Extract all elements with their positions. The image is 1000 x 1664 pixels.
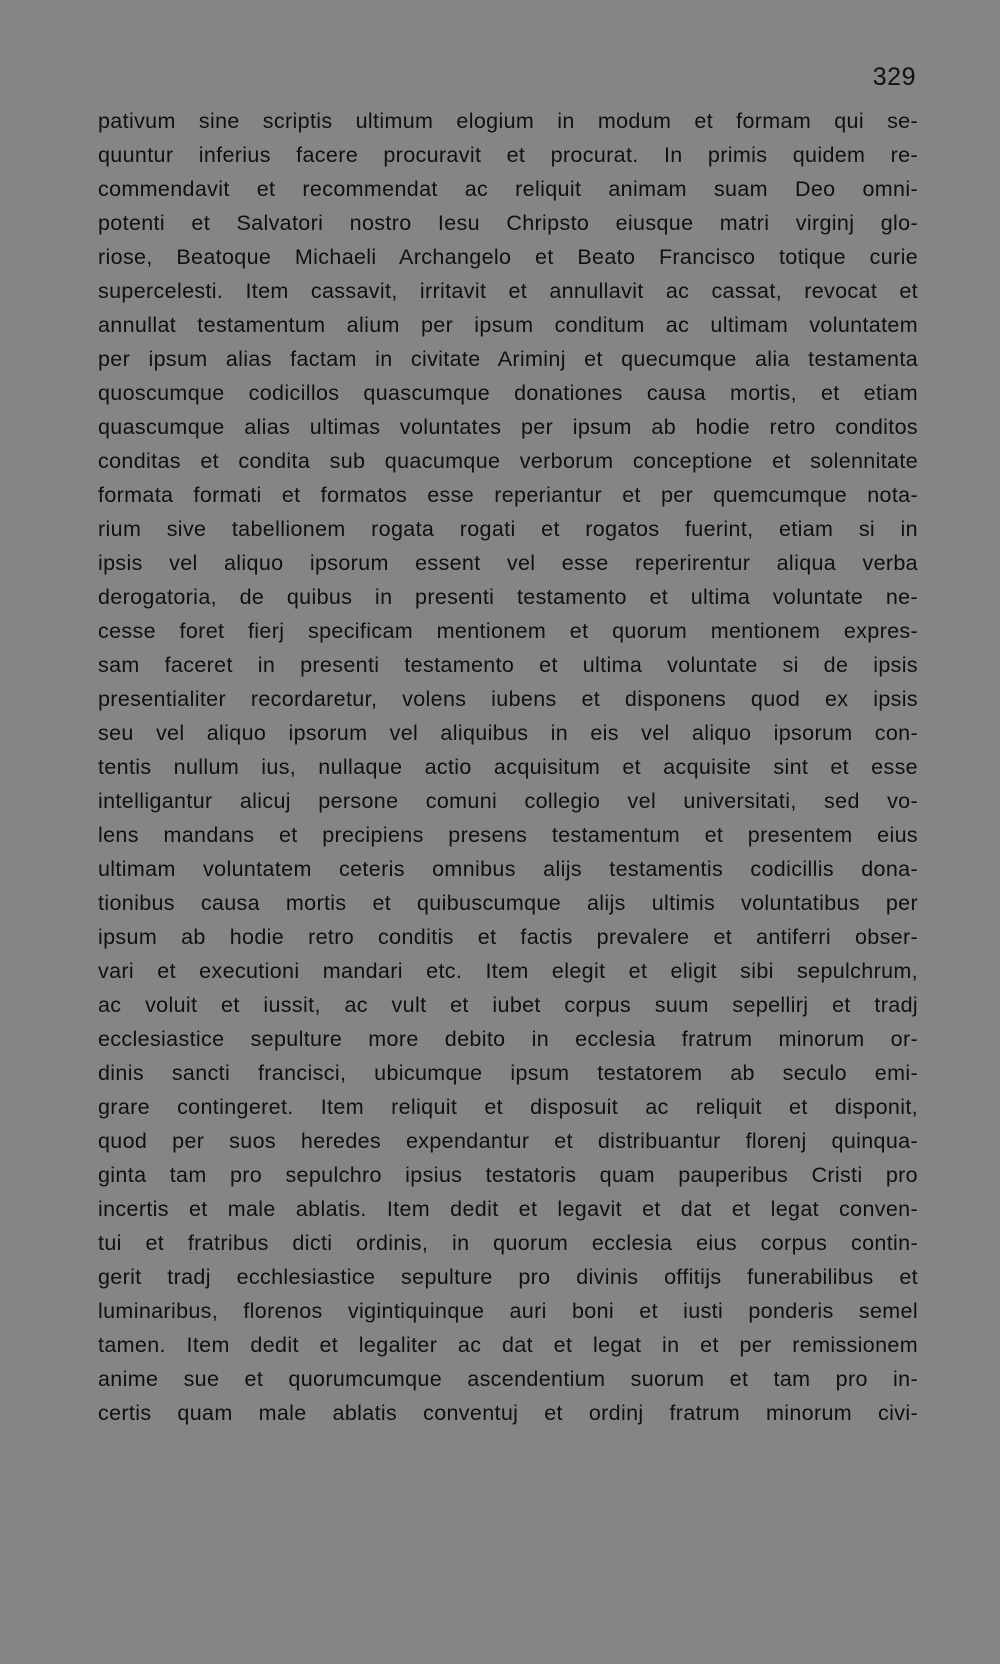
text-line: quod per suos heredes expendantur et distribuantur florenj quinqua- xyxy=(98,1129,918,1153)
text-line: tionibus causa mortis et quibuscumque alijs ultimis voluntatibus per xyxy=(98,891,918,915)
text-line: tamen. Item dedit et legaliter ac dat et legat in et per remissionem xyxy=(98,1333,918,1357)
text-line: annullat testamentum alium per ipsum conditum ac ultimam voluntatem xyxy=(98,313,918,337)
text-line: certis quam male ablatis conventuj et ordinj fratrum minorum civi- xyxy=(98,1401,918,1425)
page-number: 329 xyxy=(872,63,916,91)
text-line: supercelesti. Item cassavit, irritavit et annullavit ac cassat, revocat et xyxy=(98,279,918,303)
text-line: luminaribus, florenos vigintiquinque auri boni et iusti ponderis semel xyxy=(98,1299,918,1323)
text-line: ipsis vel aliquo ipsorum essent vel esse reperirentur aliqua verba xyxy=(98,551,918,575)
text-line: vari et executioni mandari etc. Item elegit et eligit sibi sepulchrum, xyxy=(98,959,918,983)
text-line: gerit tradj ecchlesiastice sepulture pro divinis offitijs funerabilibus et xyxy=(98,1265,918,1289)
body-text xyxy=(98,104,918,1430)
text-line: pativum sine scriptis ultimum elogium in modum et formam qui se- xyxy=(98,109,918,133)
text-line: dinis sancti francisci, ubicumque ipsum testatorem ab seculo emi- xyxy=(98,1061,918,1085)
text-line: riose, Beatoque Michaeli Archangelo et Beato Francisco totique curie xyxy=(98,245,918,269)
text-line: grare contingeret. Item reliquit et disposuit ac reliquit et disponit, xyxy=(98,1095,918,1119)
text-line: conditas et condita sub quacumque verborum conceptione et solennitate xyxy=(98,449,918,473)
text-line: per ipsum alias factam in civitate Ariminj et quecumque alia testamenta xyxy=(98,347,918,371)
text-line: quoscumque codicillos quascumque donationes causa mortis, et etiam xyxy=(98,381,918,405)
text-line: anime sue et quorumcumque ascendentium suorum et tam pro in- xyxy=(98,1367,918,1391)
text-line: ecclesiastice sepulture more debito in ecclesia fratrum minorum or- xyxy=(98,1027,918,1051)
text-line: derogatoria, de quibus in presenti testamento et ultima voluntate ne- xyxy=(98,585,918,609)
text-line: intelligantur alicuj persone comuni collegio vel universitati, sed vo- xyxy=(98,789,918,813)
text-line: ipsum ab hodie retro conditis et factis prevalere et antiferri obser- xyxy=(98,925,918,949)
text-line: tui et fratribus dicti ordinis, in quorum ecclesia eius corpus contin- xyxy=(98,1231,918,1255)
text-line: potenti et Salvatori nostro Iesu Chripsto eiusque matri virginj glo- xyxy=(98,211,918,235)
text-line: sam faceret in presenti testamento et ultima voluntate si de ipsis xyxy=(98,653,918,677)
text-line: formata formati et formatos esse reperiantur et per quemcumque nota- xyxy=(98,483,918,507)
text-line: tentis nullum ius, nullaque actio acquisitum et acquisite sint et esse xyxy=(98,755,918,779)
text-line: incertis et male ablatis. Item dedit et legavit et dat et legat conven- xyxy=(98,1197,918,1221)
text-line: ultimam voluntatem ceteris omnibus alijs testamentis codicillis dona- xyxy=(98,857,918,881)
text-line: quuntur inferius facere procuravit et procurat. In primis quidem re- xyxy=(98,143,918,167)
text-line: cesse foret fierj specificam mentionem et quorum mentionem expres- xyxy=(98,619,918,643)
text-line: quascumque alias ultimas voluntates per ipsum ab hodie retro conditos xyxy=(98,415,918,439)
text-line: lens mandans et precipiens presens testamentum et presentem eius xyxy=(98,823,918,847)
text-line: commendavit et recommendat ac reliquit animam suam Deo omni- xyxy=(98,177,918,201)
text-line: seu vel aliquo ipsorum vel aliquibus in eis vel aliquo ipsorum con- xyxy=(98,721,918,745)
text-line: ac voluit et iussit, ac vult et iubet corpus suum sepellirj et tradj xyxy=(98,993,918,1017)
text-line: rium sive tabellionem rogata rogati et rogatos fuerint, etiam si in xyxy=(98,517,918,541)
text-line: ginta tam pro sepulchro ipsius testatoris quam pauperibus Cristi pro xyxy=(98,1163,918,1187)
text-line: presentialiter recordaretur, volens iubens et disponens quod ex ipsis xyxy=(98,687,918,711)
